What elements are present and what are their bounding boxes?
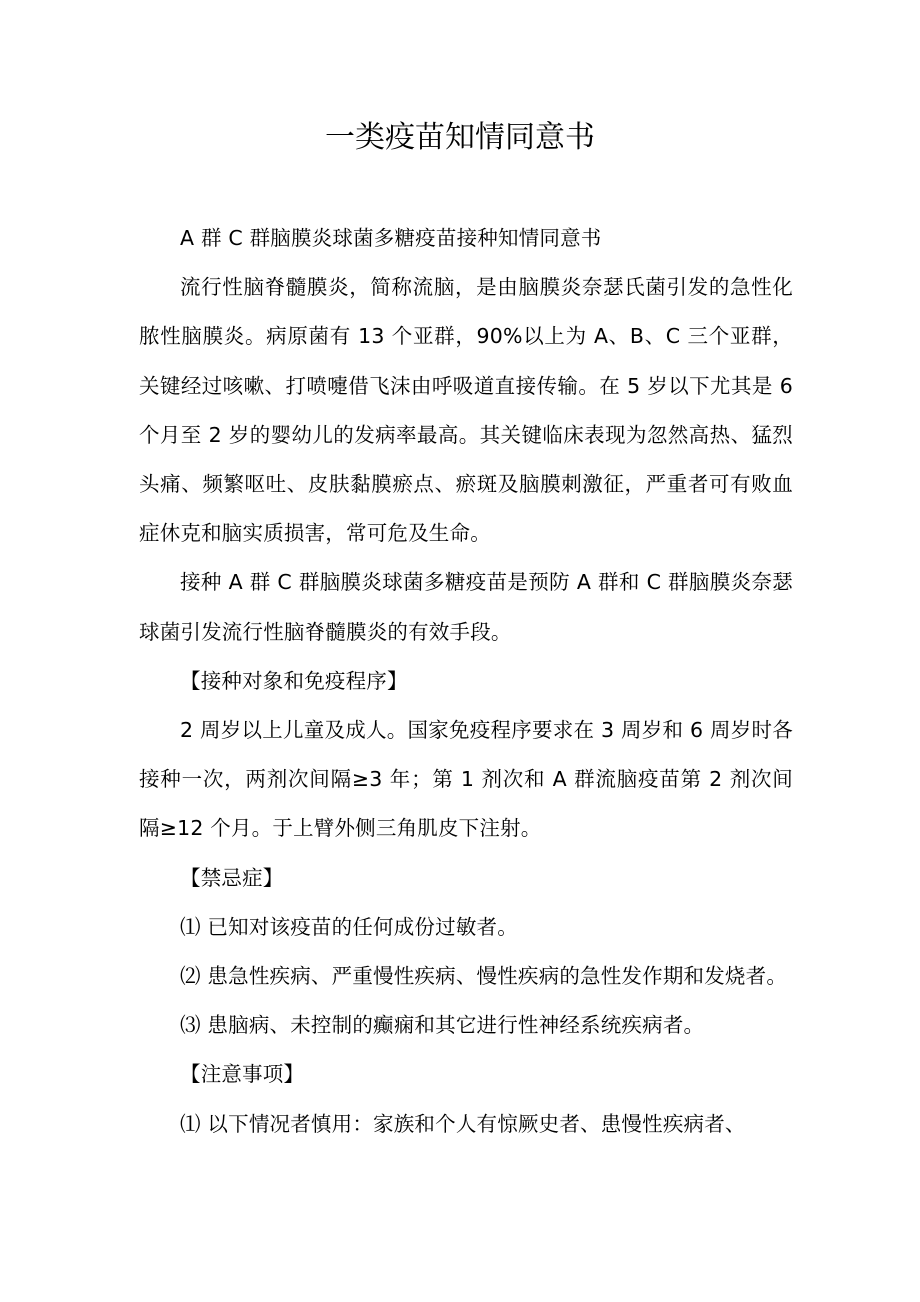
subtitle-paragraph: A 群 C 群脑膜炎球菌多糖疫苗接种知情同意书 <box>180 226 602 250</box>
document-body <box>139 214 793 1149</box>
precaution-item-1: ⑴ 以下情况者慎用：家族和个人有惊厥史者、患慢性疾病者、 <box>180 1111 746 1136</box>
contraindication-item-3: ⑶ 患脑病、未控制的癫痫和其它进行性神经系统疾病者。 <box>180 1013 705 1038</box>
document-title: 一类疫苗知情同意书 <box>325 120 595 155</box>
section-heading-target-schedule: 【接种对象和免疫程序】 <box>180 668 408 693</box>
intro-paragraph: 流行性脑脊髓膜炎，简称流脑，是由脑膜炎奈瑟氏菌引发的急性化脓性脑膜炎。病原菌有 13 个亚群，90%以上为 A、B、C 三个亚群，关键经过咳嗽、打喷嚏借飞沫由呼吸道直接传输。在 5 岁以下尤其是 6 个月至 2 岁的婴幼儿的发病率最高。其关键临床表现为忽然高热、猛烈头痛、频繁呕吐、皮肤黏膜瘀点、瘀斑及脑膜刺激征，严重者可有败血症休克和脑实质损害，常可危及生命。 <box>139 275 793 546</box>
contraindication-item-1: ⑴ 已知对该疫苗的任何成份过敏者。 <box>180 914 518 939</box>
section-heading-contraindications: 【禁忌症】 <box>180 865 284 890</box>
contraindication-item-2: ⑵ 患急性疾病、严重慢性疾病、慢性疾病的急性发作期和发烧者。 <box>180 964 788 989</box>
vaccination-purpose-paragraph: 接种 A 群 C 群脑膜炎球菌多糖疫苗是预防 A 群和 C 群脑膜炎奈瑟球菌引发流行性脑脊髓膜炎的有效手段。 <box>139 570 793 644</box>
schedule-paragraph: 2 周岁以上儿童及成人。国家免疫程序要求在 3 周岁和 6 周岁时各接种一次，两剂次间隔≥3 年；第 1 剂次和 A 群流脑疫苗第 2 剂次间隔≥12 个月。于上臂外侧三角肌皮下注射。 <box>139 718 793 841</box>
section-heading-precautions: 【注意事项】 <box>180 1062 305 1087</box>
